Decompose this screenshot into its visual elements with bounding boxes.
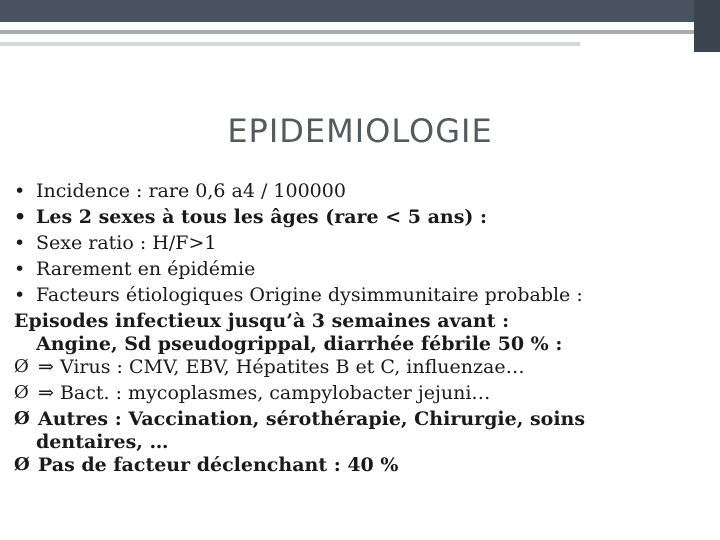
list-item-text: Sexe ratio : H/F>1 xyxy=(36,232,217,254)
slide-title: EPIDEMIOLOGIE xyxy=(227,112,493,150)
arrowhead-icon: Ø xyxy=(14,382,29,403)
arrowhead-icon: Ø xyxy=(14,408,30,429)
top-decor-bar xyxy=(0,0,720,22)
arrow-item-text: ⇒ Virus : CMV, EBV, Hépatites B et C, influenzae… xyxy=(38,356,525,378)
bullet-icon: • xyxy=(14,180,26,202)
list-item-text: Les 2 sexes à tous les âges (rare < 5 ans) : xyxy=(36,206,488,228)
episodes-detail xyxy=(14,334,704,354)
arrow-item xyxy=(14,406,704,432)
list-item xyxy=(14,230,704,256)
arrow-item xyxy=(14,354,704,380)
bullet-icon: • xyxy=(14,284,26,306)
arrow-item xyxy=(14,380,704,406)
list-item-text: Rarement en épidémie xyxy=(36,258,256,280)
list-item xyxy=(14,282,704,308)
list-item-text: Incidence : rare 0,6 a4 / 100000 xyxy=(36,180,346,202)
arrow-item xyxy=(14,452,704,478)
arrowhead-icon: Ø xyxy=(14,454,30,475)
arrowhead-icon: Ø xyxy=(14,356,29,377)
slide-content xyxy=(14,178,704,478)
arrow-item-text: ⇒ Bact. : mycoplasmes, campylobacter jejuni… xyxy=(38,382,491,404)
decor-line xyxy=(0,30,694,34)
list-item xyxy=(14,178,704,204)
episodes-line-2: Angine, Sd pseudogrippal, diarrhée fébrile 50 % : xyxy=(36,333,563,355)
autres-line-1: Autres : Vaccination, sérothérapie, Chirurgie, soins xyxy=(38,408,586,430)
bullet-icon: • xyxy=(14,258,26,280)
corner-decor xyxy=(694,0,720,52)
autres-continuation xyxy=(14,432,704,452)
bullet-icon: • xyxy=(14,206,27,228)
episodes-line-1: Episodes infectieux jusqu’à 3 semaines avant : xyxy=(14,310,510,332)
pas-facteur-text: Pas de facteur déclenchant : 40 % xyxy=(38,454,399,476)
bullet-icon: • xyxy=(14,232,26,254)
list-item-text: Facteurs étiologiques Origine dysimmunitaire probable : xyxy=(36,284,583,306)
list-item xyxy=(14,256,704,282)
autres-line-2: dentaires, … xyxy=(36,431,169,453)
list-item xyxy=(14,204,704,230)
episodes-heading xyxy=(14,308,704,334)
decor-line-light xyxy=(0,42,580,46)
